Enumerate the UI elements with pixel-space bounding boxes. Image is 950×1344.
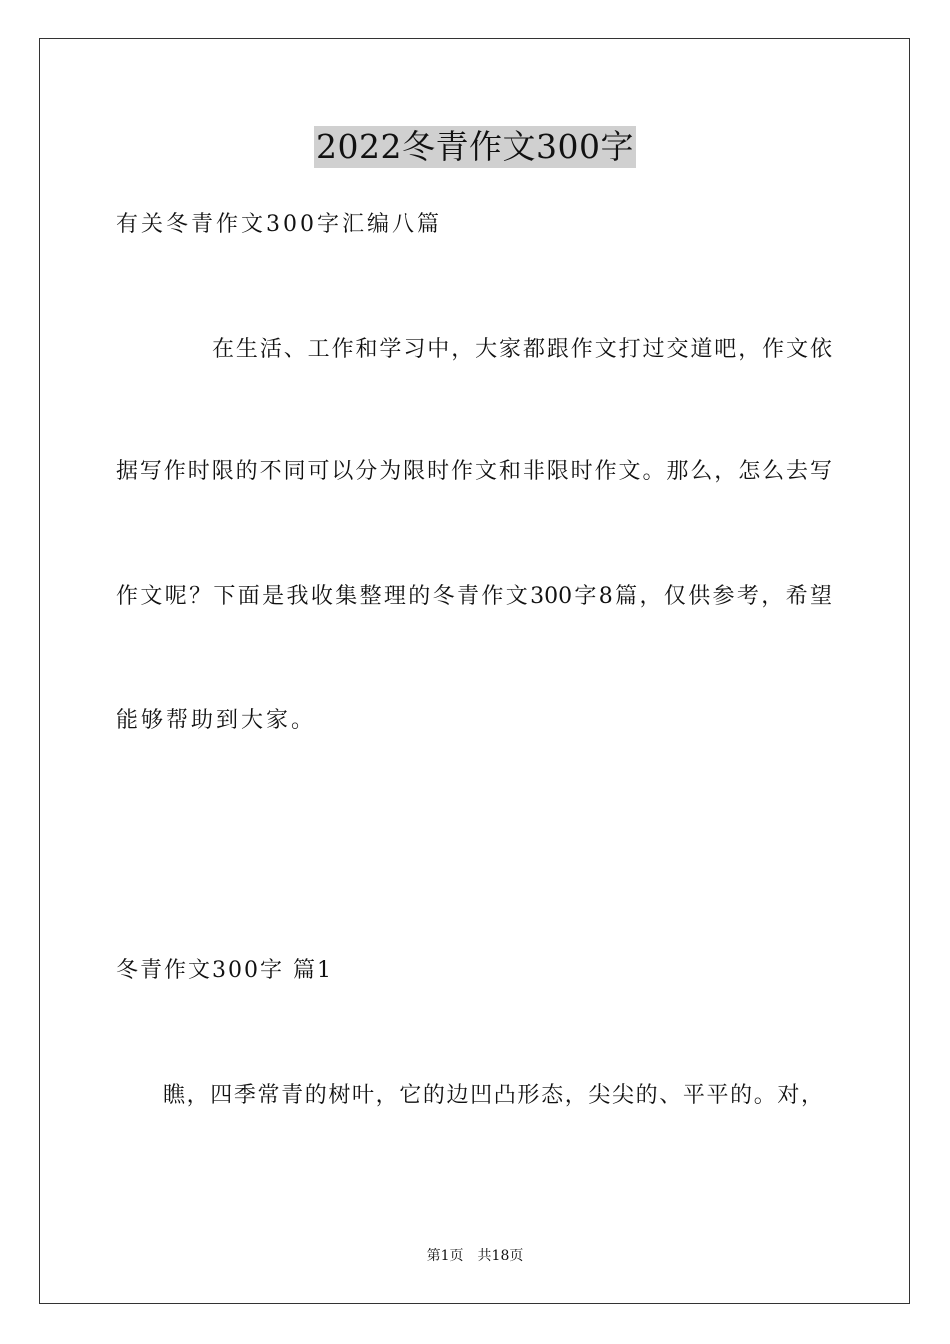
intro-paragraph-line-3: 作文呢？下面是我收集整理的冬青作文300字8篇，仅供参考，希望 xyxy=(116,584,832,609)
intro-paragraph-line-4: 能够帮助到大家。 xyxy=(116,708,317,733)
document-subtitle: 有关冬青作文300字汇编八篇 xyxy=(116,212,442,237)
section-heading: 冬青作文300字 篇1 xyxy=(116,958,333,983)
title-container xyxy=(0,126,950,168)
page-footer xyxy=(0,1246,950,1266)
section-body-line-1: 瞧，四季常青的树叶，它的边凹凸形态，尖尖的、平平的。对， xyxy=(163,1083,823,1108)
intro-paragraph-line-1: 在生活、工作和学习中，大家都跟作文打过交道吧，作文依 xyxy=(212,337,832,362)
page-total: 共18页 xyxy=(477,1248,524,1264)
page-number: 第1页 xyxy=(426,1248,464,1264)
document-title: 2022冬青作文300字 xyxy=(316,127,634,166)
intro-paragraph-line-2: 据写作时限的不同可以分为限时作文和非限时作文。那么，怎么去写 xyxy=(116,459,832,484)
